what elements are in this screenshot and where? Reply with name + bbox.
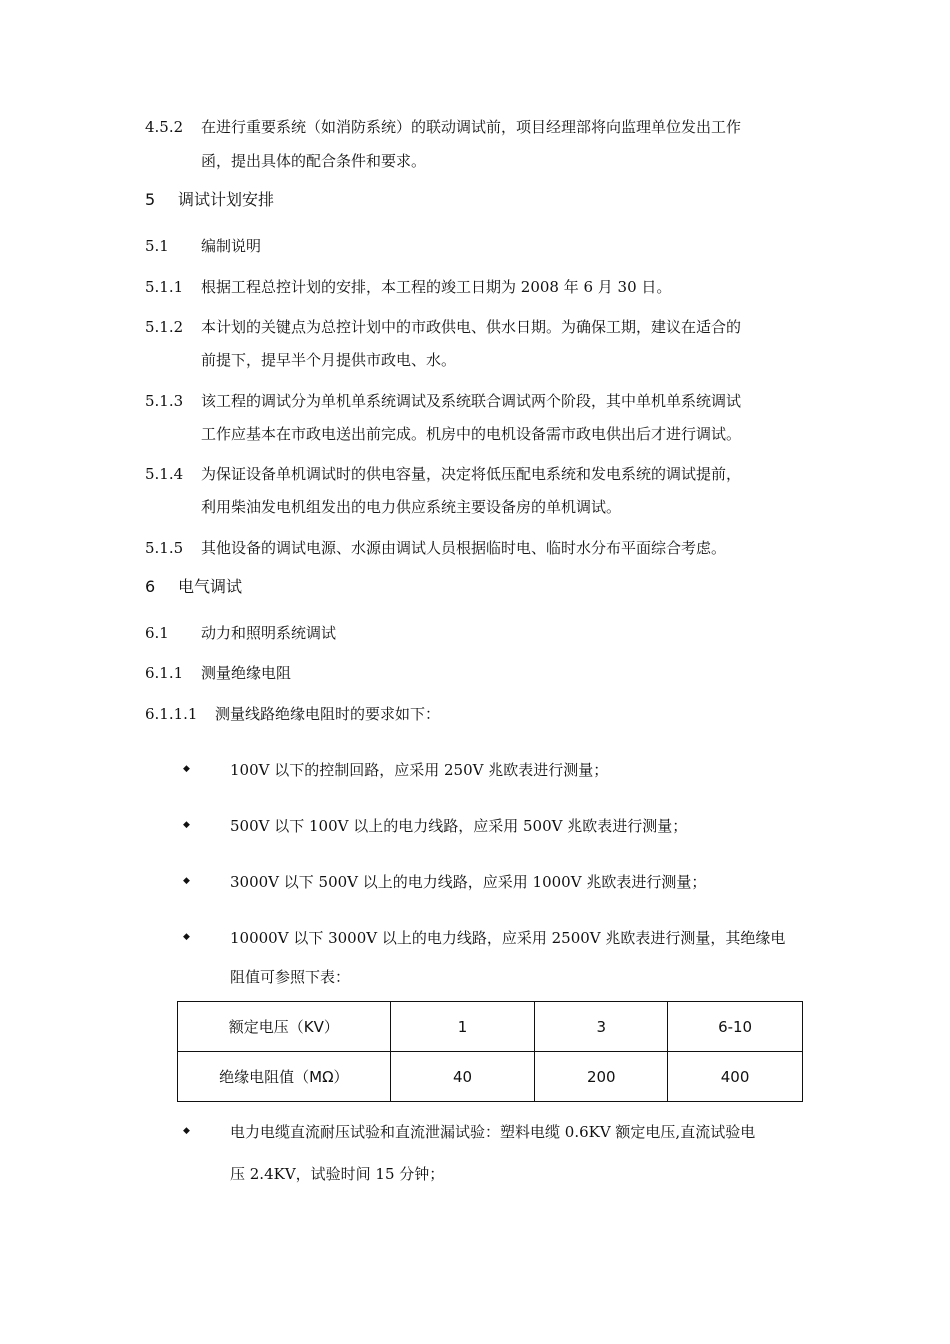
section-title: 动力和照明系统调试 [201,624,337,642]
paragraph-line: 该工程的调试分为单机单系统调试及系统联合调试两个阶段，其中单机单系统调试 [201,392,742,410]
table-row [178,1002,803,1052]
paragraph-line: 前提下，提早半个月提供市政电、水。 [201,351,457,369]
bullet-diamond-icon: ◆ [183,764,190,774]
section-number: 5.1.4 [145,465,184,483]
bullet-text: 阻值可参照下表： [230,968,351,986]
table-row [178,1052,803,1102]
paragraph-line: 为保证设备单机调试时的供电容量，决定将低压配电系统和发电系统的调试提前， [201,465,742,483]
section-number: 5.1 [145,237,169,255]
section-number: 5.1.5 [145,539,184,557]
section-title: 测量线路绝缘电阻时的要求如下： [215,705,441,723]
bullet-diamond-icon: ◆ [183,1126,190,1136]
bullet-diamond-icon: ◆ [183,876,190,886]
heading-number: 5 [145,190,156,209]
bullet-text: 500V 以下 100V 以上的电力线路，应采用 500V 兆欧表进行测量； [230,817,688,835]
table-cell: 1 [390,1002,535,1052]
bullet-diamond-icon: ◆ [183,820,190,830]
table-cell: 400 [668,1052,803,1102]
section-number: 6.1.1.1 [145,705,198,723]
table-cell: 3 [535,1002,668,1052]
section-number: 5.1.1 [145,278,184,296]
heading-title: 电气调试 [178,577,243,596]
table-cell: 200 [535,1052,668,1102]
paragraph-line: 根据工程总控计划的安排，本工程的竣工日期为 2008 年 6 月 30 日。 [201,278,672,296]
bullet-text: 3000V 以下 500V 以上的电力线路，应采用 1000V 兆欧表进行测量； [230,873,707,891]
table-cell: 6-10 [668,1002,803,1052]
paragraph-line: 本计划的关键点为总控计划中的市政供电、供水日期。为确保工期，建议在适合的 [201,318,742,336]
section-number: 4.5.2 [145,118,184,136]
section-number: 6.1.1 [145,664,184,682]
section-number: 5.1.2 [145,318,184,336]
paragraph-line: 在进行重要系统（如消防系统）的联动调试前，项目经理部将向监理单位发出工作 [201,118,742,136]
section-title: 编制说明 [201,237,262,255]
section-number: 5.1.3 [145,392,184,410]
section-number: 6.1 [145,624,169,642]
paragraph-line: 其他设备的调试电源、水源由调试人员根据临时电、临时水分布平面综合考虑。 [201,539,727,557]
bullet-text: 电力电缆直流耐压试验和直流泄漏试验：塑料电缆 0.6KV 额定电压,直流试验电 [230,1123,756,1141]
bullet-text: 10000V 以下 3000V 以上的电力线路，应采用 2500V 兆欧表进行测量，其绝缘电 [230,929,786,947]
bullet-text: 压 2.4KV，试验时间 15 分钟； [230,1165,445,1183]
paragraph-line: 利用柴油发电机组发出的电力供应系统主要设备房的单机调试。 [201,498,622,516]
heading-number: 6 [145,577,156,596]
insulation-resistance-table [177,1001,803,1102]
heading-title: 调试计划安排 [178,190,275,209]
table-cell: 40 [390,1052,535,1102]
paragraph-line: 工作应基本在市政电送出前完成。机房中的电机设备需市政电供出后才进行调试。 [201,425,742,443]
paragraph-line: 函，提出具体的配合条件和要求。 [201,152,427,170]
table-cell: 额定电压（KV） [178,1002,391,1052]
bullet-diamond-icon: ◆ [183,932,190,942]
table-cell: 绝缘电阻值（MΩ） [178,1052,391,1102]
section-title: 测量绝缘电阻 [201,664,292,682]
bullet-text: 100V 以下的控制回路，应采用 250V 兆欧表进行测量； [230,761,609,779]
